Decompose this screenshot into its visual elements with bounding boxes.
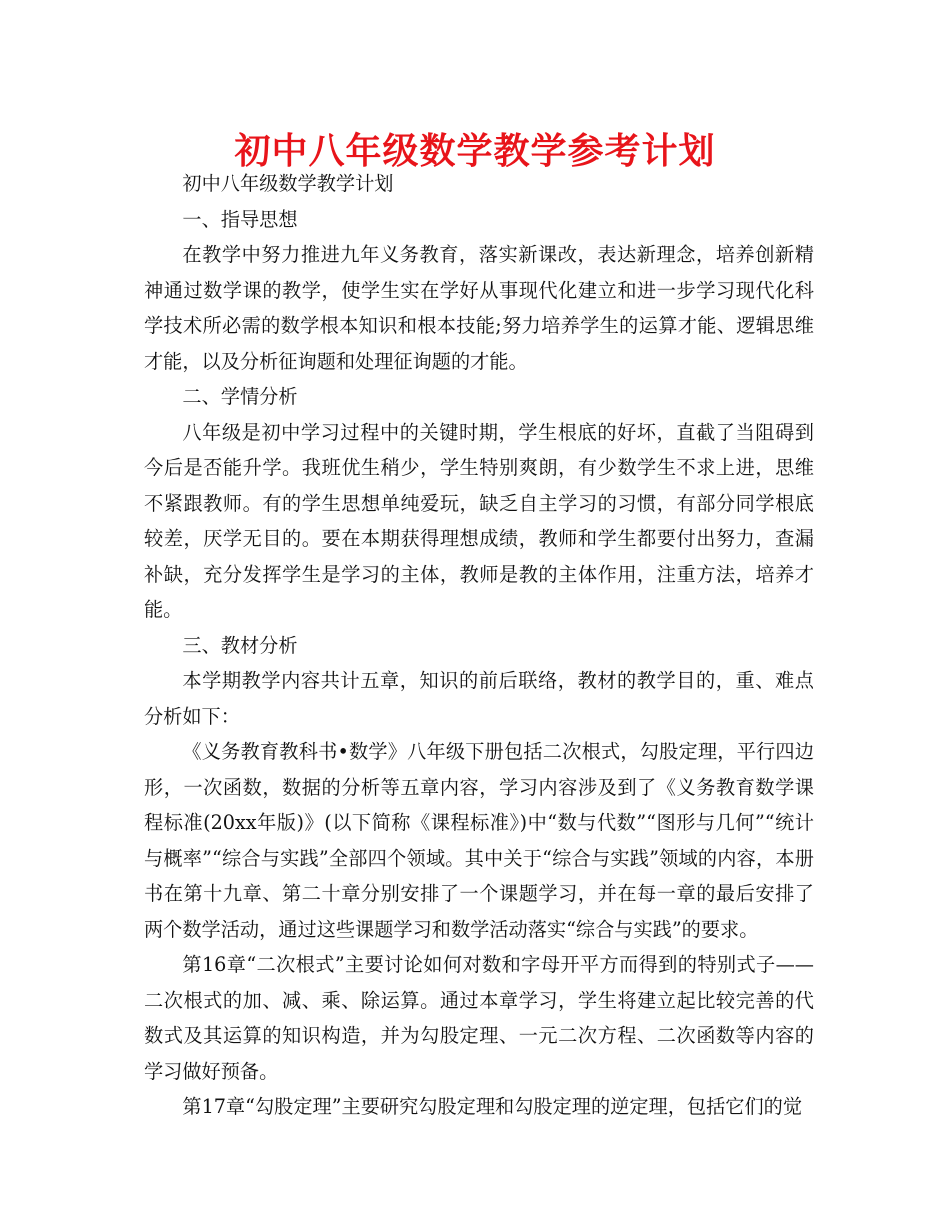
section-heading: 一、指导思想 <box>182 207 298 231</box>
section-heading: 三、教材分析 <box>182 633 298 657</box>
body-paragraph: 第16章“二次根式”主要讨论如何对数和字母开平方而得到的特别式子——二次根式的加、减、乘、除运算。通过本章学习，学生将建立起比较完善的代数式及其运算的知识构造，并为勾股定理、一元二次方程、二次函数等内容的学习做好预备。 <box>144 953 814 1083</box>
section-heading: 二、学情分析 <box>182 385 298 408</box>
body-paragraph: 八年级是初中学习过程中的关键时期，学生根底的好坏，直截了当阻碍到今后是否能升学。我班优生稍少，学生特别爽朗，有少数学生不求上进，思维不紧跟教师。有的学生思想单纯爱玩，缺乏自主学习的习惯，有部分同学根底较差，厌学无目的。要在本期获得理想成绩，教师和学生都要付出努力，查漏补缺，充分发挥学生是学习的主体，教师是教的主体作用，注重方法，培养才能。 <box>144 420 814 621</box>
body-paragraph: 本学期教学内容共计五章，知识的前后联络，教材的教学目的，重、难点分析如下： <box>144 669 814 728</box>
body-paragraph: 第17章“勾股定理”主要研究勾股定理和勾股定理的逆定理，包括它们的觉 <box>182 1095 803 1118</box>
subtitle-paragraph: 初中八年级数学教学计划 <box>182 172 394 195</box>
body-paragraph: 《义务教育教科书•数学》八年级下册包括二次根式，勾股定理，平行四边形，一次函数，数据的分析等五章内容，学习内容涉及到了《义务教育数学课程标准(20xx年版)》(以下简称《课程标准》)中“数与代数”“图形与几何”“统计与概率”“综合与实践”全部四个领域。其中关于“综合与实践”领域的内容，本册书在第十九章、第二十章分别安排了一个课题学习，并在每一章的最后安排了两个数学活动，通过这些课题学习和数学活动落实“综合与实践”的要求。 <box>144 740 814 941</box>
document-body <box>144 166 814 1125</box>
document-title: 初中八年级数学教学参考计划 <box>234 131 716 172</box>
body-paragraph: 在教学中努力推进九年义务教育，落实新课改，表达新理念，培养创新精神通过数学课的教学，使学生实在学好从事现代化建立和进一步学习现代化科学技术所必需的数学根本知识和根本技能;努力培养学生的运算才能、逻辑思维才能，以及分析征询题和处理征询题的才能。 <box>144 243 814 373</box>
